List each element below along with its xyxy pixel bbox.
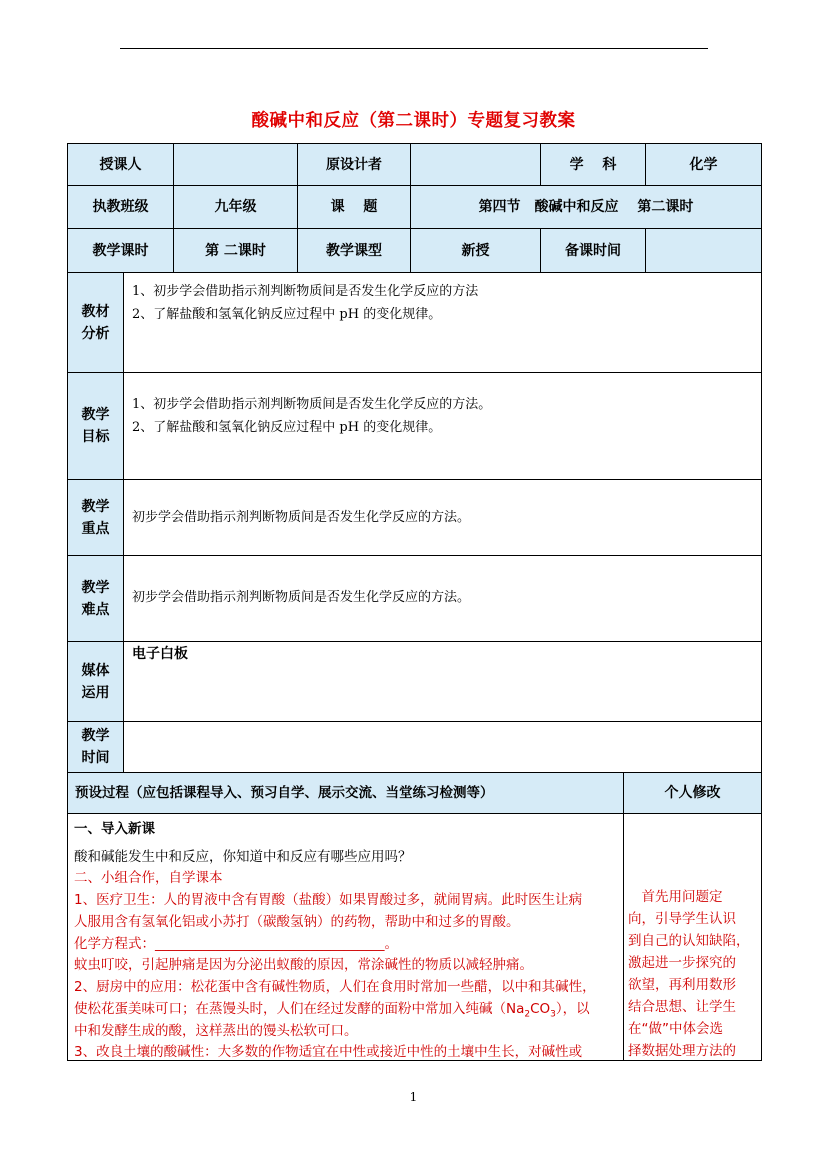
type-value: 新授 — [410, 228, 541, 273]
revision-note-4: 激起进一步探究的 — [628, 955, 736, 971]
process-line-8-sub1: 2 — [524, 1009, 531, 1020]
analysis-content — [123, 272, 762, 373]
goals-line-2: 2、了解盐酸和氢氧化钠反应过程中 pH 的变化规律。 — [132, 419, 442, 435]
revision-note-7: 在“做”中体会选 — [628, 1021, 723, 1037]
process-line-10: 3、改良土壤的酸碱性：大多数的作物适宜在中性或接近中性的土壤中生长，对碱性或 — [74, 1044, 583, 1060]
keypoints-label — [67, 479, 124, 556]
time-content — [123, 721, 762, 773]
time-label-bottom: 时间 — [81, 750, 110, 766]
subject-label: 学 科 — [540, 143, 646, 186]
difficulties-label — [67, 555, 124, 642]
process-line-1: 酸和碱能发生中和反应，你知道中和反应有哪些应用吗？ — [74, 849, 412, 865]
page-number: 1 — [409, 1090, 418, 1104]
designer-value — [410, 143, 541, 186]
hours-label: 教学课时 — [67, 228, 174, 273]
goals-content — [123, 372, 762, 480]
keypoints-label-bottom: 重点 — [81, 520, 110, 537]
hours-value: 第 二课时 — [173, 228, 298, 273]
time-label-top: 教学 — [81, 728, 110, 744]
revision-header: 个人修改 — [623, 772, 762, 814]
prep-value — [645, 228, 762, 273]
process-line-8-sub2: 3 — [550, 1009, 556, 1020]
topic-label: 课 题 — [297, 185, 411, 229]
process-line-7: 2、厨房中的应用：松花蛋中含有碱性物质，人们在食用时常加一些醋，以中和其碱性， — [74, 979, 596, 995]
class-label: 执教班级 — [67, 185, 174, 229]
type-label: 教学课型 — [297, 228, 411, 273]
teacher-value — [173, 143, 298, 186]
media-label-bottom: 运用 — [81, 684, 110, 701]
analysis-label-top: 教材 — [81, 303, 110, 320]
media-label-top: 媒体 — [81, 662, 110, 679]
analysis-line-1: 1、初步学会借助指示剂判断物质间是否发生化学反应的方法 — [132, 284, 479, 299]
prep-label: 备课时间 — [540, 228, 646, 273]
process-line-5: 化学方程式：__________________________________。 — [74, 936, 398, 952]
goals-label — [67, 372, 124, 480]
process-line-4: 人服用含有氢氧化铝或小苏打（碳酸氢钠）的药物，帮助中和过多的胃酸。 — [74, 914, 520, 930]
analysis-label — [67, 272, 124, 373]
analysis-line-2: 2、了解盐酸和氢氧化钠反应过程中 pH 的变化规律。 — [132, 306, 442, 322]
revision-note-8: 择数据处理方法的 — [628, 1043, 736, 1059]
difficulties-label-bottom: 难点 — [81, 601, 110, 618]
header-rule — [120, 48, 708, 49]
keypoints-label-top: 教学 — [81, 498, 110, 515]
revision-note-5: 欲望，再利用数形 — [628, 977, 736, 993]
process-line-8-b: CO — [530, 1001, 551, 1017]
subject-value: 化学 — [645, 143, 762, 186]
designer-label: 原设计者 — [297, 143, 411, 186]
goals-label-top: 教学 — [81, 407, 110, 423]
process-line-3: 1、医疗卫生：人的胃液中含有胃酸（盐酸）如果胃酸过多，就闹胃病。此时医生让病 — [74, 892, 583, 908]
media-content: 电子白板 — [123, 641, 762, 722]
difficulties-label-top: 教学 — [81, 579, 110, 596]
teacher-label: 授课人 — [67, 143, 174, 186]
topic-value: 第四节 酸碱中和反应 第二课时 — [410, 185, 762, 229]
revision-note-1: 首先用问题定 — [628, 889, 723, 905]
process-line-8-c: ），以 — [555, 1001, 590, 1017]
document-title: 酸碱中和反应（第二课时）专题复习教案 — [251, 111, 576, 131]
difficulties-content: 初步学会借助指示剂判断物质间是否发生化学反应的方法。 — [123, 555, 762, 642]
process-line-8-a: 使松花蛋美味可口；在蒸馒头时，人们在经过发酵的面粉中常加入纯碱（Na — [74, 1001, 525, 1017]
class-value: 九年级 — [173, 185, 298, 229]
process-line-9: 中和发酵生成的酸，这样蒸出的馒头松软可口。 — [74, 1023, 358, 1039]
revision-note-3: 到自己的认知缺陷， — [628, 933, 750, 949]
process-line-2: 二、小组合作，自学课本 — [74, 870, 223, 886]
keypoints-content: 初步学会借助指示剂判断物质间是否发生化学反应的方法。 — [123, 479, 762, 556]
media-label — [67, 641, 124, 722]
goals-label-bottom: 目标 — [81, 429, 110, 445]
process-header: 预设过程（应包括课程导入、预习自学、展示交流、当堂练习检测等） — [67, 772, 624, 814]
time-label — [67, 721, 124, 773]
revision-note-6: 结合思想、让学生 — [628, 999, 736, 1015]
goals-line-1: 1、初步学会借助指示剂判断物质间是否发生化学反应的方法。 — [132, 397, 492, 412]
revision-note-2: 向，引导学生认识 — [628, 911, 736, 927]
process-heading-intro: 一、导入新课 — [74, 821, 155, 837]
analysis-label-bottom: 分析 — [81, 325, 110, 342]
process-line-8 — [74, 997, 590, 1020]
process-line-6: 蚊虫叮咬，引起肿痛是因为分泌出蚁酸的原因，常涂碱性的物质以减轻肿痛。 — [74, 957, 533, 973]
